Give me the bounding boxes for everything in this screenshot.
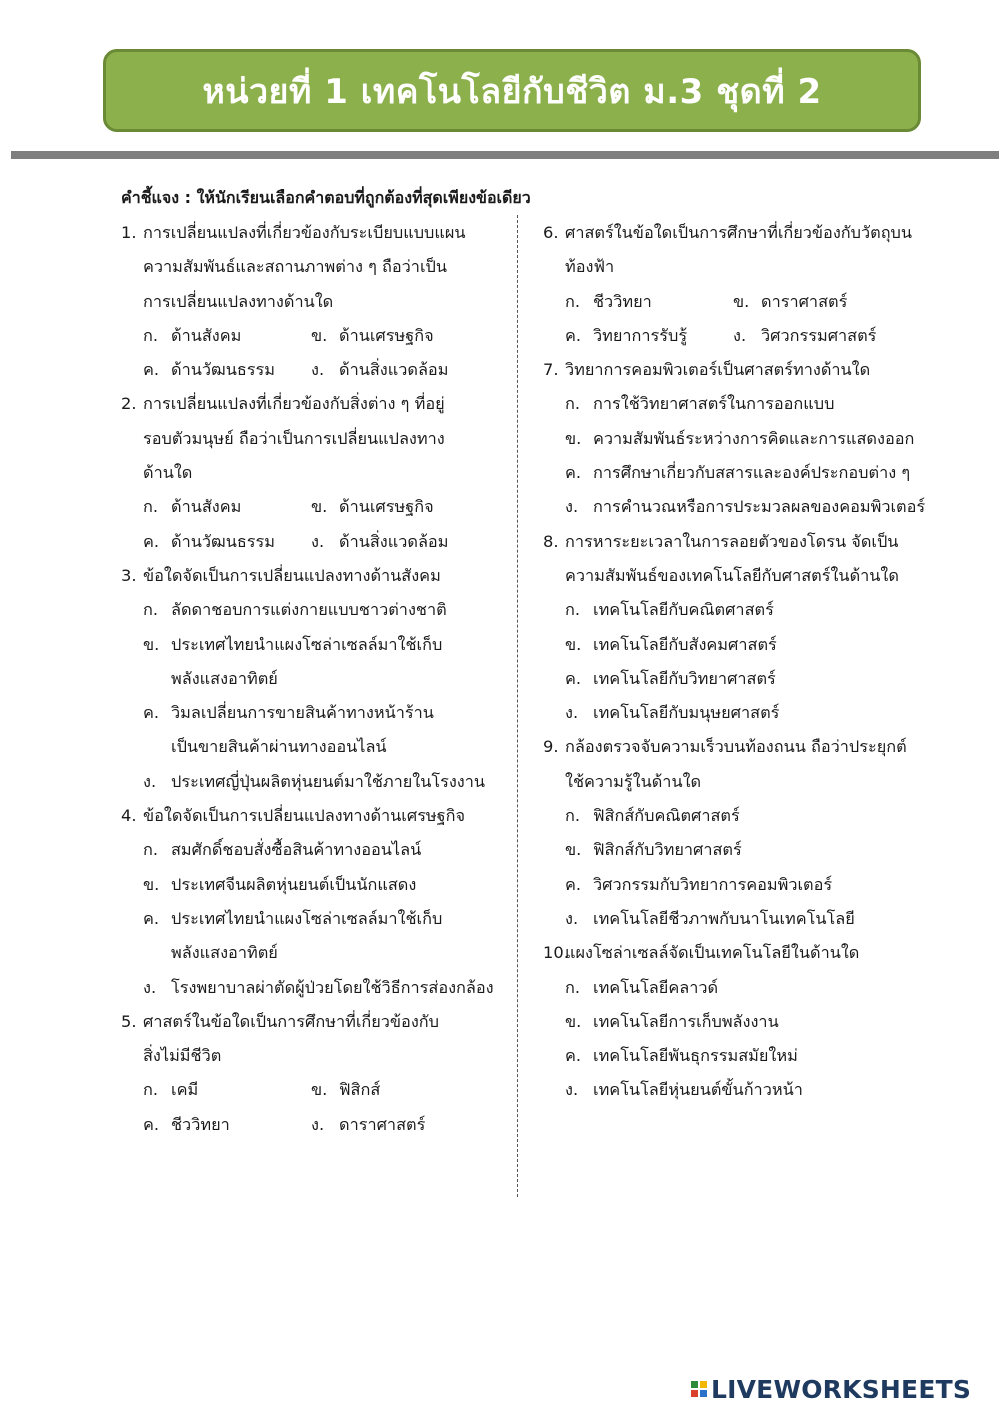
choice-letter: ข. <box>733 291 750 311</box>
choice-text: ชีววิทยา <box>593 291 652 311</box>
choice-4 <box>543 490 953 524</box>
choice-1 <box>543 971 953 1005</box>
choice-text: ประเทศไทยนำแผงโซล่าเซลล์มาใช้เก็บ <box>171 634 443 654</box>
question-text: ข้อใดจัดเป็นการเปลี่ยนแปลงทางด้านเศรษฐกิจ <box>143 806 466 826</box>
question-text: แผงโซล่าเซลล์จัดเป็นเทคโนโลยีในด้านใด <box>565 943 860 963</box>
question-text: ศาสตร์ในข้อใดเป็นการศึกษาที่เกี่ยวข้องกับวัตถุบน <box>565 223 913 242</box>
choice-2 <box>311 490 479 524</box>
question-text: กล้องตรวจจับความเร็วบนท้องถนน ถือว่าประยุกต์ <box>565 737 907 757</box>
choice-text: เทคโนโลยีการเก็บพลังงาน <box>593 1011 779 1031</box>
logo-square-green <box>691 1381 698 1388</box>
choice-continuation <box>121 730 511 764</box>
choice-2 <box>733 285 901 319</box>
choice-text: โรงพยาบาลผ่าตัดผู้ป่วยโดยใช้วิธีการส่องกล้อง <box>171 977 494 997</box>
choice-text: เทคโนโลยีหุ่นยนต์ขั้นก้าวหน้า <box>593 1080 803 1100</box>
question-number: 8. <box>543 531 559 551</box>
choice-letter: ค. <box>565 325 582 345</box>
choice-text: ลัดดาชอบการแต่งกายแบบชาวต่างชาติ <box>171 600 447 620</box>
question-number: 6. <box>543 223 559 242</box>
choice-text: ด้านสิ่งแวดล้อม <box>339 531 449 551</box>
question-line <box>121 285 511 319</box>
question-text: ท้องฟ้า <box>565 257 615 277</box>
question-5 <box>121 1005 511 1142</box>
choice-1 <box>143 490 311 524</box>
choice-4 <box>311 353 479 387</box>
choice-text: ดาราศาสตร์ <box>339 1114 426 1134</box>
choice-text: เทคโนโลยีกับสังคมศาสตร์ <box>593 634 777 654</box>
choice-3 <box>121 696 511 730</box>
choice-letter: ข. <box>143 874 160 894</box>
question-number: 7. <box>543 360 559 380</box>
question-line <box>543 216 953 250</box>
left-column <box>121 216 511 1142</box>
choice-row <box>121 353 511 387</box>
choice-letter: ง. <box>143 977 157 997</box>
question-number: 9. <box>543 737 559 757</box>
choice-text: ด้านสิ่งแวดล้อม <box>339 360 449 380</box>
choice-1 <box>565 285 733 319</box>
choice-letter: ง. <box>311 531 325 551</box>
question-10 <box>543 936 953 1107</box>
choice-letter: ค. <box>143 908 160 928</box>
choice-letter: ค. <box>565 1046 582 1066</box>
choice-letter: ข. <box>311 497 328 517</box>
choice-4 <box>543 1073 953 1107</box>
choice-letter: ค. <box>565 668 582 688</box>
choice-text: ชีววิทยา <box>171 1114 230 1134</box>
choice-text: ด้านเศรษฐกิจ <box>339 325 434 345</box>
choice-text: ด้านวัฒนธรรม <box>171 360 275 380</box>
choice-letter: ก. <box>143 840 159 860</box>
choice-letter: ค. <box>143 531 160 551</box>
choice-text: เคมี <box>171 1080 199 1100</box>
question-line <box>543 559 953 593</box>
page-title: หน่วยที่ 1 เทคโนโลยีกับชีวิต ม.3 ชุดที่ 2 <box>202 71 822 112</box>
choice-3 <box>543 662 953 696</box>
question-line <box>543 525 953 559</box>
choice-3 <box>143 1108 311 1142</box>
choice-letter: ก. <box>143 600 159 620</box>
choice-text: วิศวกรรมกับวิทยาการคอมพิวเตอร์ <box>593 874 833 894</box>
choice-text: เป็นขายสินค้าผ่านทางออนไลน์ <box>171 737 387 757</box>
choice-text: วิศวกรรมศาสตร์ <box>761 325 877 345</box>
choice-letter: ก. <box>565 600 581 620</box>
choice-text: เทคโนโลยีพันธุกรรมสมัยใหม่ <box>593 1046 798 1066</box>
question-line <box>121 387 511 421</box>
choice-text: ด้านสังคม <box>171 497 242 517</box>
choice-text: ความสัมพันธ์ระหว่างการคิดและการแสดงออก <box>593 428 915 448</box>
choice-text: วิมลเปลี่ยนการขายสินค้าทางหน้าร้าน <box>171 703 434 723</box>
choice-letter: ค. <box>143 703 160 723</box>
choice-letter: ข. <box>565 428 582 448</box>
choice-row <box>121 319 511 353</box>
choice-letter: ง. <box>565 703 579 723</box>
choice-letter: ข. <box>565 634 582 654</box>
question-number: 4. <box>121 806 137 826</box>
question-text: วิทยาการคอมพิวเตอร์เป็นศาสตร์ทางด้านใด <box>565 360 871 380</box>
question-line <box>543 765 953 799</box>
choice-row <box>121 1108 511 1142</box>
choice-letter: ข. <box>311 1080 328 1100</box>
question-number: 10. <box>543 943 569 963</box>
choice-text: ประเทศไทยนำแผงโซล่าเซลล์มาใช้เก็บ <box>171 908 443 928</box>
question-text: การเปลี่ยนแปลงทางด้านใด <box>143 291 334 311</box>
choice-1 <box>543 593 953 627</box>
question-text: ความสัมพันธ์ของเทคโนโลยีกับศาสตร์ในด้านใด <box>565 565 899 585</box>
choice-3 <box>543 1039 953 1073</box>
choice-text: เทคโนโลยีกับมนุษยศาสตร์ <box>593 703 780 723</box>
question-4 <box>121 799 511 1005</box>
question-text: ความสัมพันธ์และสถานภาพต่าง ๆ ถือว่าเป็น <box>143 257 447 277</box>
logo-square-blue <box>700 1390 707 1397</box>
question-text: ข้อใดจัดเป็นการเปลี่ยนแปลงทางด้านสังคม <box>143 565 441 585</box>
liveworksheets-logo <box>691 1374 971 1404</box>
choice-text: ประเทศญี่ปุ่นผลิตหุ่นยนต์มาใช้ภายในโรงงาน <box>171 771 486 791</box>
choice-1 <box>143 319 311 353</box>
choice-2 <box>311 1073 479 1107</box>
choice-letter: ข. <box>565 1011 582 1031</box>
question-line <box>543 730 953 764</box>
question-text: การเปลี่ยนแปลงที่เกี่ยวข้องกับระเบียบแบบแผน <box>143 223 466 242</box>
choice-continuation <box>121 662 511 696</box>
choice-text: ดาราศาสตร์ <box>761 291 848 311</box>
choice-3 <box>565 319 733 353</box>
question-text: รอบตัวมนุษย์ ถือว่าเป็นการเปลี่ยนแปลงทาง <box>143 428 445 448</box>
choice-letter: ง. <box>311 360 325 380</box>
choice-letter: ค. <box>565 463 582 483</box>
choice-continuation <box>121 936 511 970</box>
choice-text: การศึกษาเกี่ยวกับสสารและองค์ประกอบต่าง ๆ <box>593 463 911 483</box>
choice-text: ฟิสิกส์กับคณิตศาสตร์ <box>593 806 740 826</box>
right-column <box>543 216 953 1108</box>
choice-letter: ค. <box>143 1114 160 1134</box>
choice-letter: ค. <box>143 360 160 380</box>
choice-text: ด้านเศรษฐกิจ <box>339 497 434 517</box>
question-line <box>543 250 953 284</box>
choice-row <box>543 285 953 319</box>
choice-4 <box>543 902 953 936</box>
question-line <box>121 422 511 456</box>
choice-text: การใช้วิทยาศาสตร์ในการออกแบบ <box>593 394 835 414</box>
question-text: การหาระยะเวลาในการลอยตัวของโดรน จัดเป็น <box>565 531 899 551</box>
choice-4 <box>543 696 953 730</box>
choice-2 <box>543 1005 953 1039</box>
question-text: การเปลี่ยนแปลงที่เกี่ยวข้องกับสิ่งต่าง ๆ ที่อยู่ <box>143 394 445 414</box>
choice-1 <box>121 833 511 867</box>
choice-letter: ง. <box>565 1080 579 1100</box>
question-6 <box>543 216 953 353</box>
question-number: 2. <box>121 394 137 414</box>
choice-letter: ง. <box>311 1114 325 1134</box>
choice-letter: ข. <box>143 634 160 654</box>
choice-4 <box>121 971 511 1005</box>
question-1 <box>121 216 511 387</box>
question-number: 1. <box>121 223 137 242</box>
choice-2 <box>121 868 511 902</box>
choice-letter: ง. <box>143 771 157 791</box>
question-8 <box>543 525 953 731</box>
question-text: ศาสตร์ในข้อใดเป็นการศึกษาที่เกี่ยวข้องกับ <box>143 1011 439 1031</box>
choice-text: ฟิสิกส์ <box>339 1080 381 1100</box>
question-line <box>121 1005 511 1039</box>
choice-row <box>543 319 953 353</box>
choice-1 <box>121 593 511 627</box>
choice-letter: ก. <box>565 806 581 826</box>
instructions: คำชี้แจง : ให้นักเรียนเลือกคำตอบที่ถูกต้องที่สุดเพียงข้อเดียว <box>121 188 531 207</box>
logo-mark-icon <box>691 1381 707 1397</box>
choice-text: เทคโนโลยีกับคณิตศาสตร์ <box>593 600 774 620</box>
header-rule <box>11 151 999 159</box>
choice-1 <box>543 387 953 421</box>
logo-text: LIVEWORKSHEETS <box>711 1374 972 1404</box>
choice-letter: ก. <box>143 1080 159 1100</box>
question-3 <box>121 559 511 799</box>
choice-3 <box>143 525 311 559</box>
question-2 <box>121 387 511 558</box>
choice-text: พลังแสงอาทิตย์ <box>171 943 278 963</box>
choice-letter: ก. <box>565 291 581 311</box>
choice-text: สมศักดิ์ชอบสั่งซื้อสินค้าทางออนไลน์ <box>171 840 422 860</box>
column-divider <box>517 215 518 1197</box>
choice-3 <box>121 902 511 936</box>
question-number: 5. <box>121 1011 137 1031</box>
choice-text: วิทยาการรับรู้ <box>593 325 688 345</box>
choice-letter: ข. <box>311 325 328 345</box>
choice-row <box>121 490 511 524</box>
question-text: สิ่งไม่มีชีวิต <box>143 1046 222 1066</box>
choice-4 <box>311 525 479 559</box>
choice-letter: ง. <box>733 325 747 345</box>
choice-letter: ก. <box>565 977 581 997</box>
question-line <box>121 456 511 490</box>
choice-text: เทคโนโลยีคลาวด์ <box>593 977 719 997</box>
choice-text: ด้านวัฒนธรรม <box>171 531 275 551</box>
question-line <box>121 799 511 833</box>
choice-letter: ก. <box>143 497 159 517</box>
choice-4 <box>121 765 511 799</box>
question-line <box>543 353 953 387</box>
question-text: ด้านใด <box>143 463 193 483</box>
question-7 <box>543 353 953 524</box>
choice-1 <box>143 1073 311 1107</box>
choice-letter: ก. <box>143 325 159 345</box>
title-banner <box>103 49 921 132</box>
question-line <box>543 936 953 970</box>
choice-4 <box>733 319 901 353</box>
choice-2 <box>121 628 511 662</box>
choice-2 <box>543 833 953 867</box>
choice-2 <box>311 319 479 353</box>
choice-1 <box>543 799 953 833</box>
choice-letter: ง. <box>565 497 579 517</box>
choice-row <box>121 525 511 559</box>
choice-letter: ก. <box>565 394 581 414</box>
choice-text: ด้านสังคม <box>171 325 242 345</box>
choice-text: พลังแสงอาทิตย์ <box>171 668 278 688</box>
question-line <box>121 250 511 284</box>
question-text: ใช้ความรู้ในด้านใด <box>565 771 702 791</box>
question-line <box>121 1039 511 1073</box>
choice-2 <box>543 422 953 456</box>
choice-text: ฟิสิกส์กับวิทยาศาสตร์ <box>593 840 742 860</box>
choice-3 <box>543 456 953 490</box>
choice-3 <box>543 868 953 902</box>
choice-4 <box>311 1108 479 1142</box>
logo-square-red <box>691 1390 698 1397</box>
question-line <box>121 559 511 593</box>
choice-text: เทคโนโลยีกับวิทยาศาสตร์ <box>593 668 776 688</box>
choice-text: การคำนวณหรือการประมวลผลของคอมพิวเตอร์ <box>593 497 926 517</box>
choice-letter: ค. <box>565 874 582 894</box>
choice-letter: ข. <box>565 840 582 860</box>
logo-square-yellow <box>700 1381 707 1388</box>
question-line <box>121 216 511 250</box>
question-9 <box>543 730 953 936</box>
choice-text: ประเทศจีนผลิตหุ่นยนต์เป็นนักแสดง <box>171 874 417 894</box>
choice-3 <box>143 353 311 387</box>
choice-2 <box>543 628 953 662</box>
choice-row <box>121 1073 511 1107</box>
choice-letter: ง. <box>565 908 579 928</box>
choice-text: เทคโนโลยีชีวภาพกับนาโนเทคโนโลยี <box>593 908 855 928</box>
question-number: 3. <box>121 565 137 585</box>
